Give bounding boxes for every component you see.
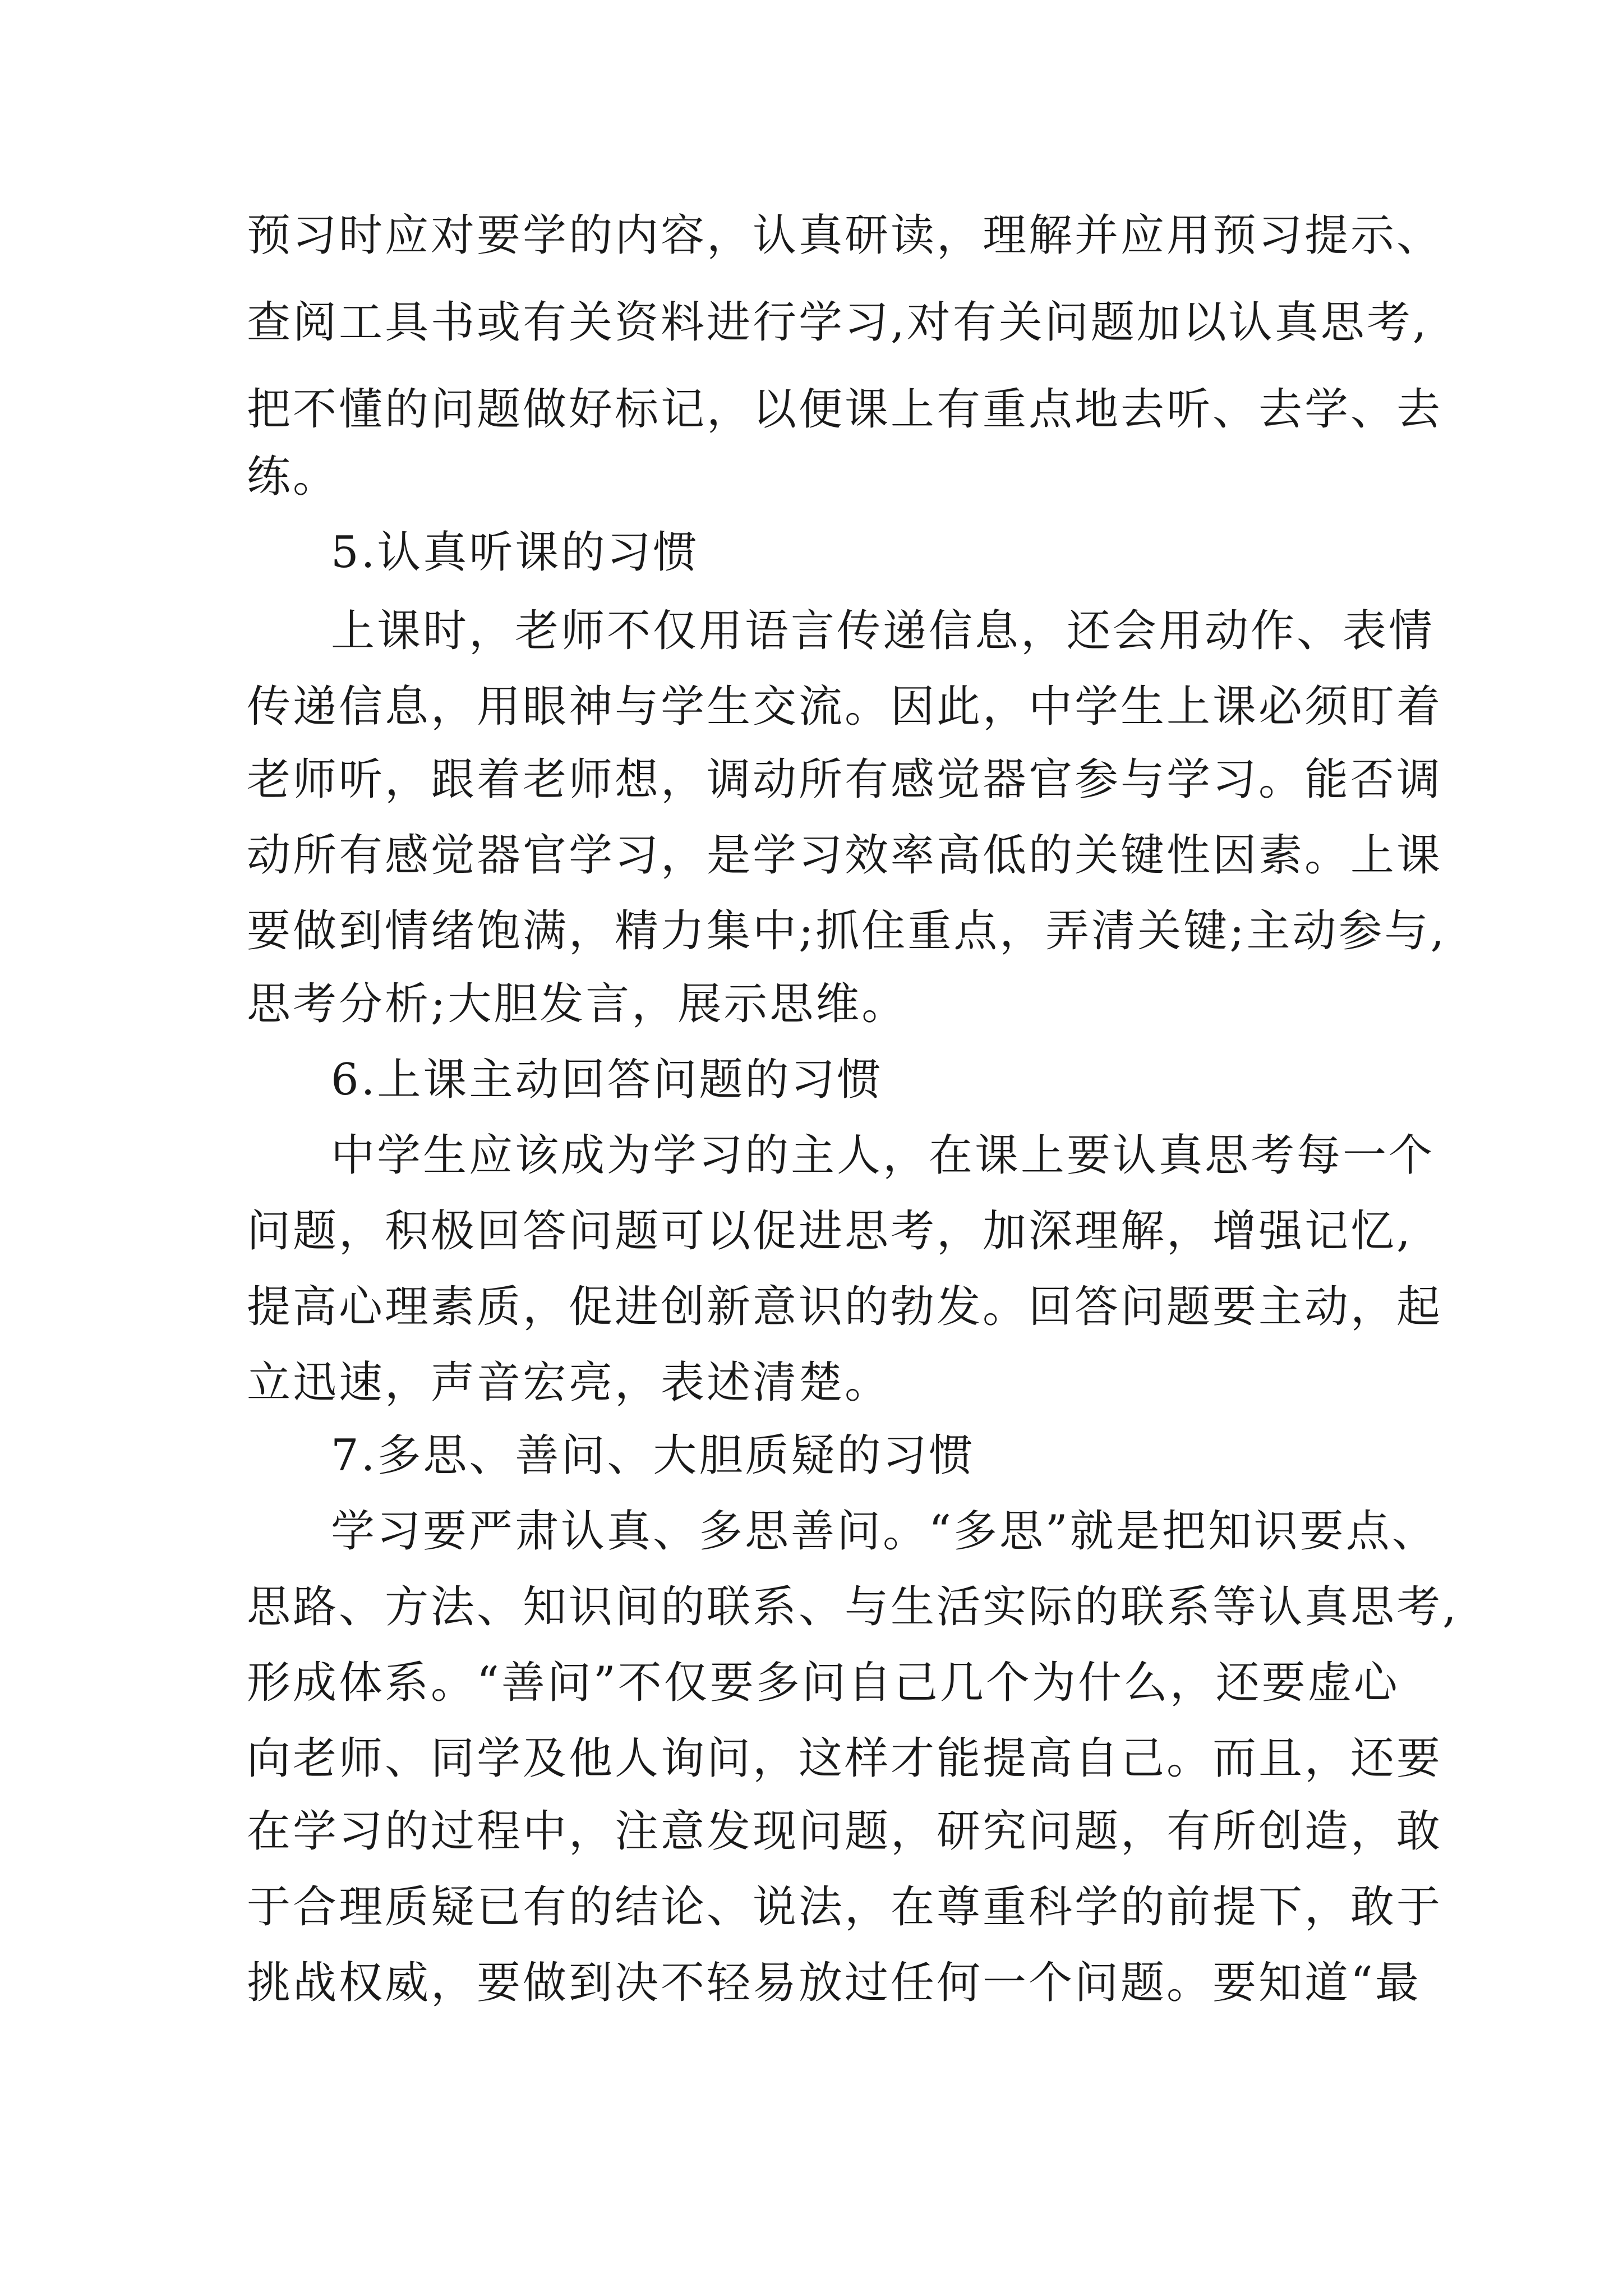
body-line: 思考分析;大胆发言，展示思维。 xyxy=(247,979,908,1029)
body-line: 形成体系。“善问”不仅要多问自己几个为什么，还要虚心 xyxy=(247,1658,1400,1708)
body-line: 挑战权威，要做到决不轻易放过任何一个问题。要知道“最 xyxy=(247,1958,1421,2008)
body-line: 思路、方法、知识间的联系、与生活实际的联系等认真思考, xyxy=(247,1582,1459,1632)
body-line: 于合理质疑已有的结论、说法，在尊重科学的前提下，敢于 xyxy=(247,1882,1443,1932)
body-line: 问题，积极回答问题可以促进思考，加深理解，增强记忆, xyxy=(247,1206,1413,1257)
body-line: 要做到情绪饱满，精力集中;抓住重点，弄清关键;主动参与, xyxy=(247,906,1447,956)
body-line: 向老师、同学及他人询问，这样才能提高自己。而且，还要 xyxy=(247,1733,1443,1784)
body-line: 在学习的过程中，注意发现问题，研究问题，有所创造，敢 xyxy=(247,1806,1443,1857)
body-line: 立迅速，声音宏亮，表述清楚。 xyxy=(247,1358,891,1408)
body-line: 提高心理素质，促进创新意识的勃发。回答问题要主动，起 xyxy=(247,1282,1443,1332)
section-heading-7: 7.多思、善问、大胆质疑的习惯 xyxy=(331,1430,975,1481)
body-line: 传递信息，用眼神与学生交流。因此，中学生上课必须盯着 xyxy=(247,682,1443,732)
body-line: 预习时应对要学的内容，认真研读，理解并应用预习提示、 xyxy=(247,210,1443,261)
paragraph-first-line: 学习要严肃认真、多思善问。“多思”就是把知识要点、 xyxy=(331,1506,1438,1557)
body-line: 查阅工具书或有关资料进行学习,对有关问题加以认真思考, xyxy=(247,297,1429,348)
paragraph-first-line: 上课时，老师不仅用语言传递信息，还会用动作、表情 xyxy=(331,606,1435,656)
section-heading-6: 6.上课主动回答问题的习惯 xyxy=(331,1055,883,1105)
body-line: 动所有感觉器官学习，是学习效率高低的关键性因素。上课 xyxy=(247,830,1443,881)
body-line: 老师听，跟着老师想，调动所有感觉器官参与学习。能否调 xyxy=(247,754,1443,805)
body-line: 练。 xyxy=(247,452,339,502)
paragraph-first-line: 中学生应该成为学习的主人，在课上要认真思考每一个 xyxy=(331,1130,1435,1181)
body-line: 把不懂的问题做好标记，以便课上有重点地去听、去学、去 xyxy=(247,384,1443,435)
section-heading-5: 5.认真听课的习惯 xyxy=(331,527,699,578)
